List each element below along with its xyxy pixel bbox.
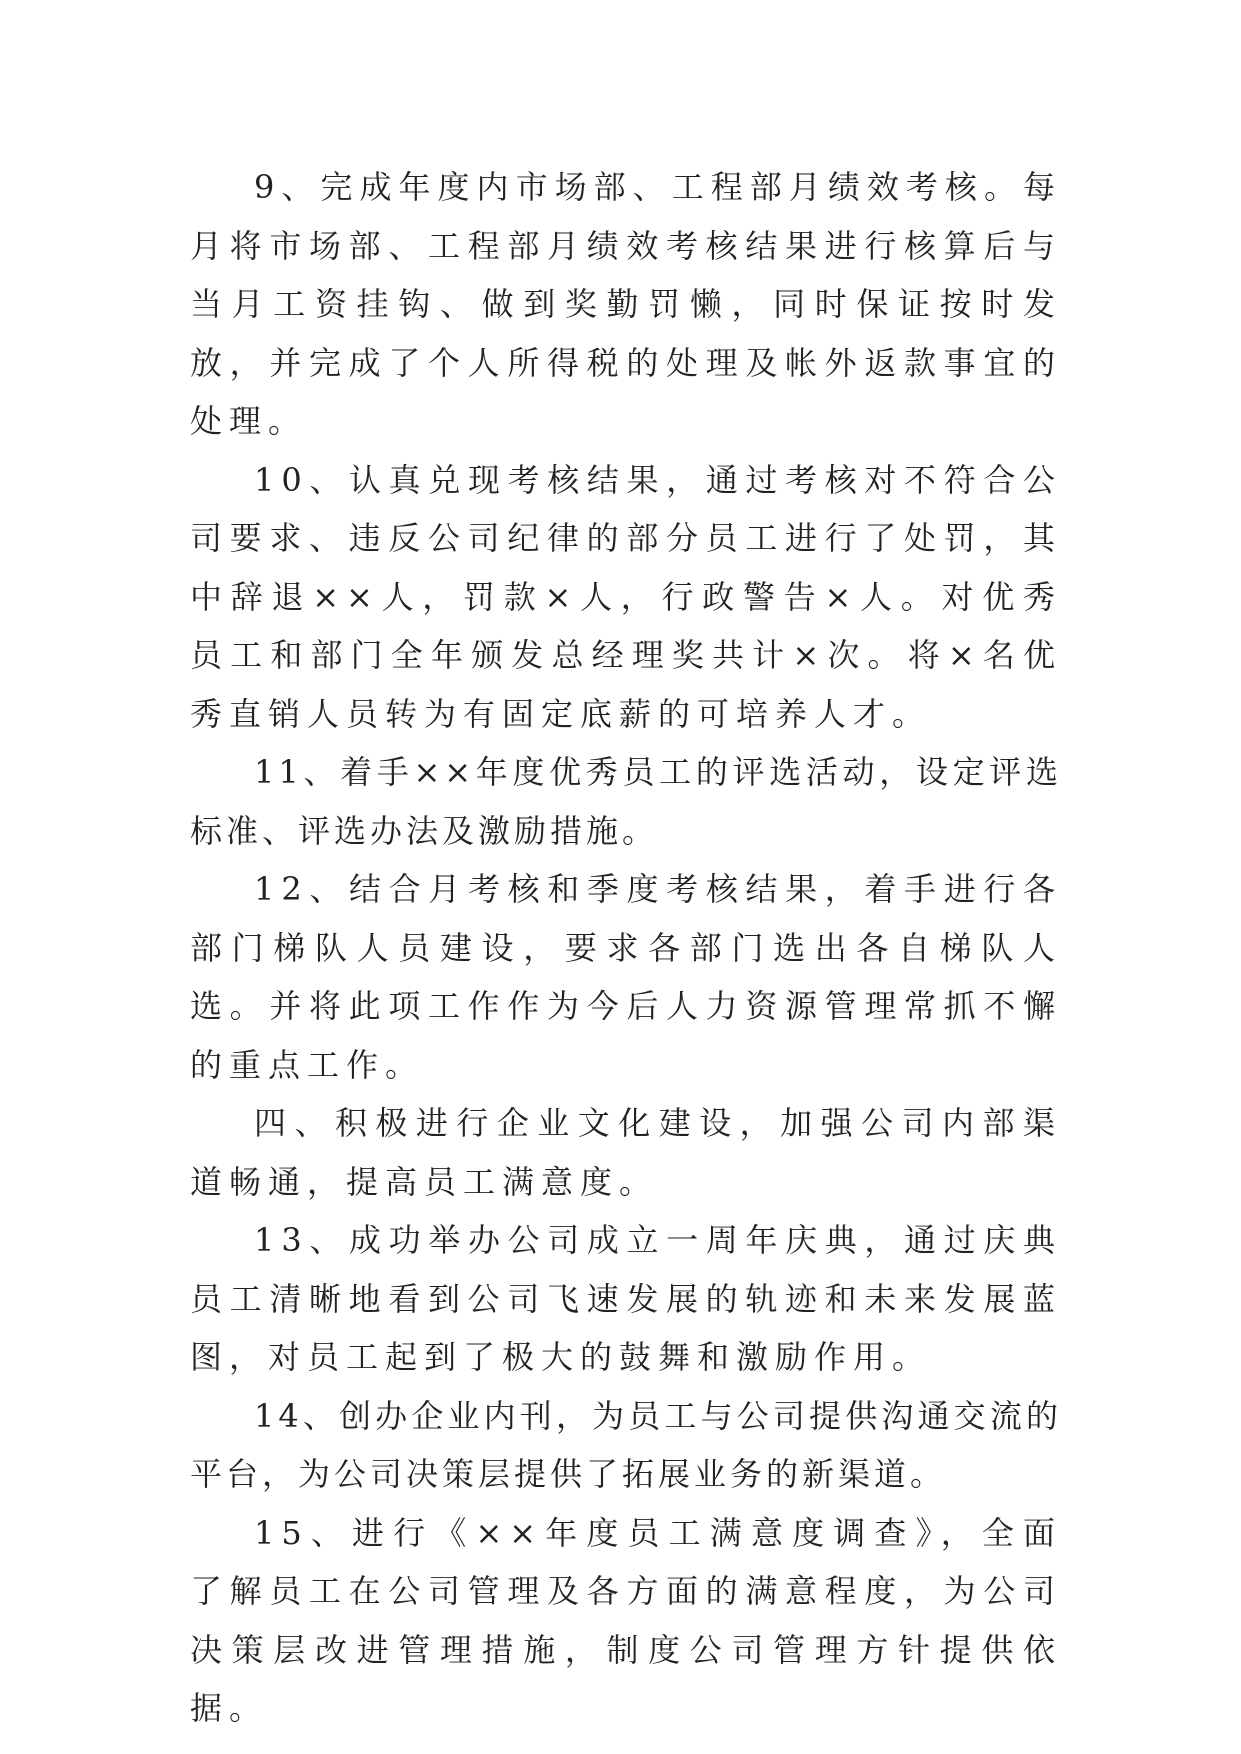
paragraph-item-9: 9、完成年度内市场部、工程部月绩效考核。每月将市场部、工程部月绩效考核结果进行核算后与当月工资挂钩、做到奖勤罚懒，同时保证按时发放，并完成了个人所得税的处理及帐外返款事宜的处理。 <box>190 168 1062 440</box>
paragraph-item-15: 15、进行《××年度员工满意度调查》，全面了解员工在公司管理及各方面的满意程度，为公司决策层改进管理措施，制度公司管理方针提供依据。 <box>190 1513 1062 1727</box>
section-heading-4: 四、积极进行企业文化建设，加强公司内部渠道畅通，提高员工满意度。 <box>190 1104 1062 1201</box>
paragraph-item-10: 10、认真兑现考核结果，通过考核对不符合公司要求、违反公司纪律的部分员工进行了处罚，其中辞退××人，罚款×人，行政警告×人。对优秀员工和部门全年颁发总经理奖共计×次。将×名优秀直销人员转为有固定底薪的可培养人才。 <box>190 460 1062 733</box>
paragraph-item-12: 12、结合月考核和季度考核结果，着手进行各部门梯队人员建设，要求各部门选出各自梯队人选。并将此项工作作为今后人力资源管理常抓不懈的重点工作。 <box>190 870 1062 1084</box>
paragraph-item-14: 14、创办企业内刊，为员工与公司提供沟通交流的平台，为公司决策层提供了拓展业务的新渠道。 <box>190 1396 1062 1493</box>
paragraph-item-13: 13、成功举办公司成立一周年庆典，通过庆典员工清晰地看到公司飞速发展的轨迹和未来发展蓝图，对员工起到了极大的鼓舞和激励作用。 <box>190 1221 1062 1376</box>
paragraph-item-11: 11、着手××年度优秀员工的评选活动，设定评选标准、评选办法及激励措施。 <box>190 753 1062 850</box>
document-body <box>190 158 1062 1738</box>
